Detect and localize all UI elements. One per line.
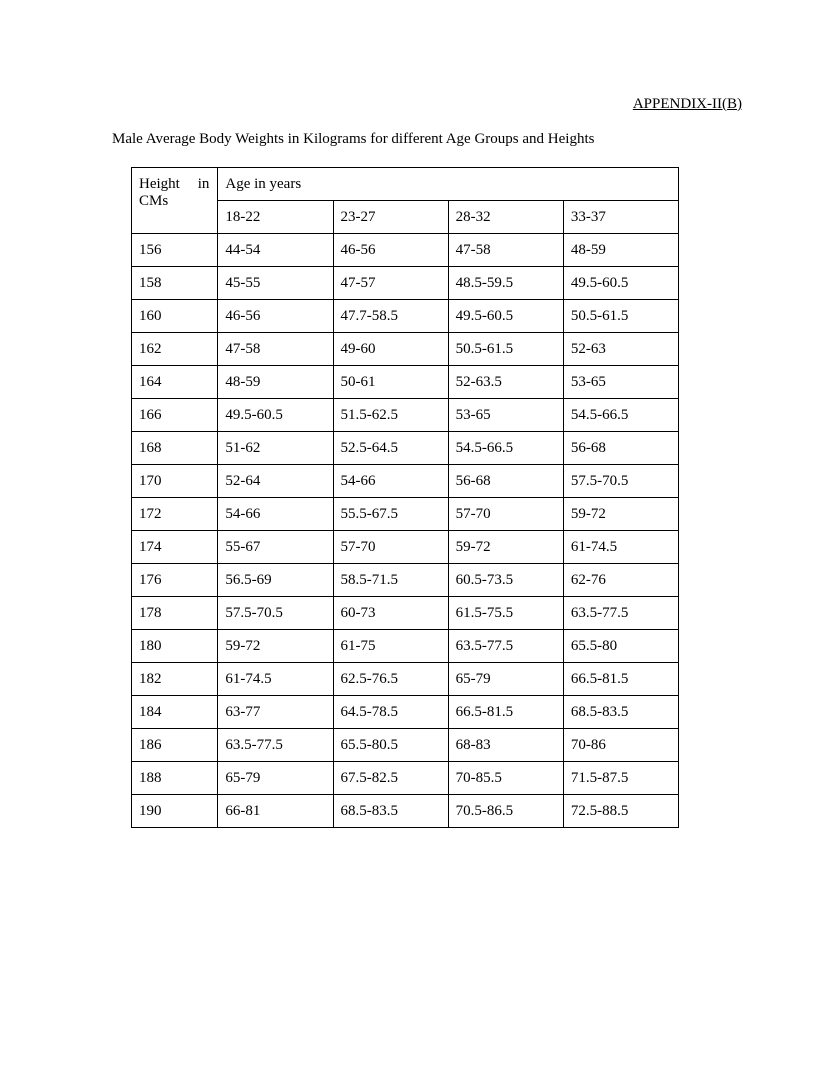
weight-cell: 48-59 — [218, 366, 333, 399]
height-header-cell — [132, 168, 218, 234]
weight-cell: 61-74.5 — [563, 531, 678, 564]
weight-cell: 47.7-58.5 — [333, 300, 448, 333]
weight-cell: 49.5-60.5 — [218, 399, 333, 432]
weight-cell: 54.5-66.5 — [448, 432, 563, 465]
height-cell: 164 — [132, 366, 218, 399]
weight-cell: 61.5-75.5 — [448, 597, 563, 630]
weight-cell: 70-86 — [563, 729, 678, 762]
table-row — [132, 762, 679, 795]
table-row — [132, 630, 679, 663]
height-cell: 182 — [132, 663, 218, 696]
weight-cell: 63-77 — [218, 696, 333, 729]
table-row — [132, 300, 679, 333]
weight-cell: 55-67 — [218, 531, 333, 564]
weight-cell: 70-85.5 — [448, 762, 563, 795]
table-title: Male Average Body Weights in Kilograms for different Age Groups and Heights — [112, 131, 595, 147]
table-row — [132, 597, 679, 630]
weight-cell: 58.5-71.5 — [333, 564, 448, 597]
weight-cell: 63.5-77.5 — [218, 729, 333, 762]
weight-cell: 50.5-61.5 — [563, 300, 678, 333]
weight-cell: 57.5-70.5 — [218, 597, 333, 630]
weight-cell: 72.5-88.5 — [563, 795, 678, 828]
weight-cell: 50.5-61.5 — [448, 333, 563, 366]
weight-cell: 51.5-62.5 — [333, 399, 448, 432]
weight-cell: 54.5-66.5 — [563, 399, 678, 432]
height-cell: 160 — [132, 300, 218, 333]
weight-cell: 46-56 — [333, 234, 448, 267]
weight-cell: 56-68 — [448, 465, 563, 498]
table-row — [132, 399, 679, 432]
weight-cell: 45-55 — [218, 267, 333, 300]
weight-cell: 66.5-81.5 — [563, 663, 678, 696]
table-row — [132, 267, 679, 300]
table-body — [132, 168, 679, 828]
weight-cell: 50-61 — [333, 366, 448, 399]
weight-cell: 52.5-64.5 — [333, 432, 448, 465]
weight-cell: 55.5-67.5 — [333, 498, 448, 531]
height-cell: 178 — [132, 597, 218, 630]
age-group-header: 23-27 — [333, 201, 448, 234]
weight-cell: 49.5-60.5 — [563, 267, 678, 300]
weight-cell: 61-74.5 — [218, 663, 333, 696]
weight-cell: 47-58 — [218, 333, 333, 366]
height-cell: 172 — [132, 498, 218, 531]
weight-cell: 49-60 — [333, 333, 448, 366]
weight-cell: 53-65 — [563, 366, 678, 399]
weight-cell: 54-66 — [333, 465, 448, 498]
weight-cell: 47-58 — [448, 234, 563, 267]
weight-cell: 49.5-60.5 — [448, 300, 563, 333]
weight-cell: 48-59 — [563, 234, 678, 267]
weight-cell: 63.5-77.5 — [448, 630, 563, 663]
weight-cell: 64.5-78.5 — [333, 696, 448, 729]
height-cell: 170 — [132, 465, 218, 498]
weight-cell: 67.5-82.5 — [333, 762, 448, 795]
table-row — [132, 696, 679, 729]
weight-cell: 59-72 — [563, 498, 678, 531]
weight-cell: 57-70 — [333, 531, 448, 564]
body-weight-table — [131, 167, 679, 828]
height-cell: 176 — [132, 564, 218, 597]
table-row — [132, 531, 679, 564]
weight-cell: 48.5-59.5 — [448, 267, 563, 300]
weight-cell: 54-66 — [218, 498, 333, 531]
weight-cell: 66-81 — [218, 795, 333, 828]
age-group-header: 28-32 — [448, 201, 563, 234]
height-cell: 158 — [132, 267, 218, 300]
height-cell: 166 — [132, 399, 218, 432]
weight-cell: 68-83 — [448, 729, 563, 762]
weight-cell: 52-63 — [563, 333, 678, 366]
height-cell: 168 — [132, 432, 218, 465]
table-row — [132, 498, 679, 531]
weight-cell: 65-79 — [448, 663, 563, 696]
height-cell: 190 — [132, 795, 218, 828]
weight-cell: 52-64 — [218, 465, 333, 498]
height-header-word: Height — [139, 176, 180, 192]
weight-cell: 57.5-70.5 — [563, 465, 678, 498]
weight-cell: 56.5-69 — [218, 564, 333, 597]
weight-cell: 65-79 — [218, 762, 333, 795]
weight-cell: 44-54 — [218, 234, 333, 267]
appendix-heading: APPENDIX-II(B) — [632, 96, 742, 112]
weight-cell: 46-56 — [218, 300, 333, 333]
table-row — [132, 234, 679, 267]
weight-cell: 59-72 — [448, 531, 563, 564]
height-cell: 180 — [132, 630, 218, 663]
weight-cell: 51-62 — [218, 432, 333, 465]
weight-cell: 60-73 — [333, 597, 448, 630]
height-header-in: in — [197, 176, 210, 192]
table-row — [132, 333, 679, 366]
weight-cell: 62.5-76.5 — [333, 663, 448, 696]
age-header-cell: Age in years — [218, 168, 679, 201]
weight-cell: 52-63.5 — [448, 366, 563, 399]
age-group-header: 18-22 — [218, 201, 333, 234]
weight-cell: 68.5-83.5 — [563, 696, 678, 729]
table-row — [132, 366, 679, 399]
table-row — [132, 432, 679, 465]
weight-cell: 56-68 — [563, 432, 678, 465]
table-row — [132, 564, 679, 597]
height-cell: 174 — [132, 531, 218, 564]
header-row — [132, 168, 679, 201]
height-cell: 188 — [132, 762, 218, 795]
weight-cell: 53-65 — [448, 399, 563, 432]
height-cell: 186 — [132, 729, 218, 762]
age-group-header: 33-37 — [563, 201, 678, 234]
weight-cell: 59-72 — [218, 630, 333, 663]
weight-cell: 71.5-87.5 — [563, 762, 678, 795]
weight-cell: 63.5-77.5 — [563, 597, 678, 630]
weight-cell: 60.5-73.5 — [448, 564, 563, 597]
table-row — [132, 795, 679, 828]
weight-cell: 57-70 — [448, 498, 563, 531]
height-cell: 162 — [132, 333, 218, 366]
weight-cell: 68.5-83.5 — [333, 795, 448, 828]
height-header-line — [139, 176, 217, 193]
table-row — [132, 465, 679, 498]
weight-cell: 65.5-80.5 — [333, 729, 448, 762]
weight-cell: 47-57 — [333, 267, 448, 300]
table-row — [132, 663, 679, 696]
weight-cell: 61-75 — [333, 630, 448, 663]
height-cell: 156 — [132, 234, 218, 267]
weight-cell: 65.5-80 — [563, 630, 678, 663]
weight-cell: 70.5-86.5 — [448, 795, 563, 828]
weight-cell: 66.5-81.5 — [448, 696, 563, 729]
table-row — [132, 729, 679, 762]
weight-cell: 62-76 — [563, 564, 678, 597]
height-cell: 184 — [132, 696, 218, 729]
height-header-unit: CMs — [139, 193, 169, 209]
